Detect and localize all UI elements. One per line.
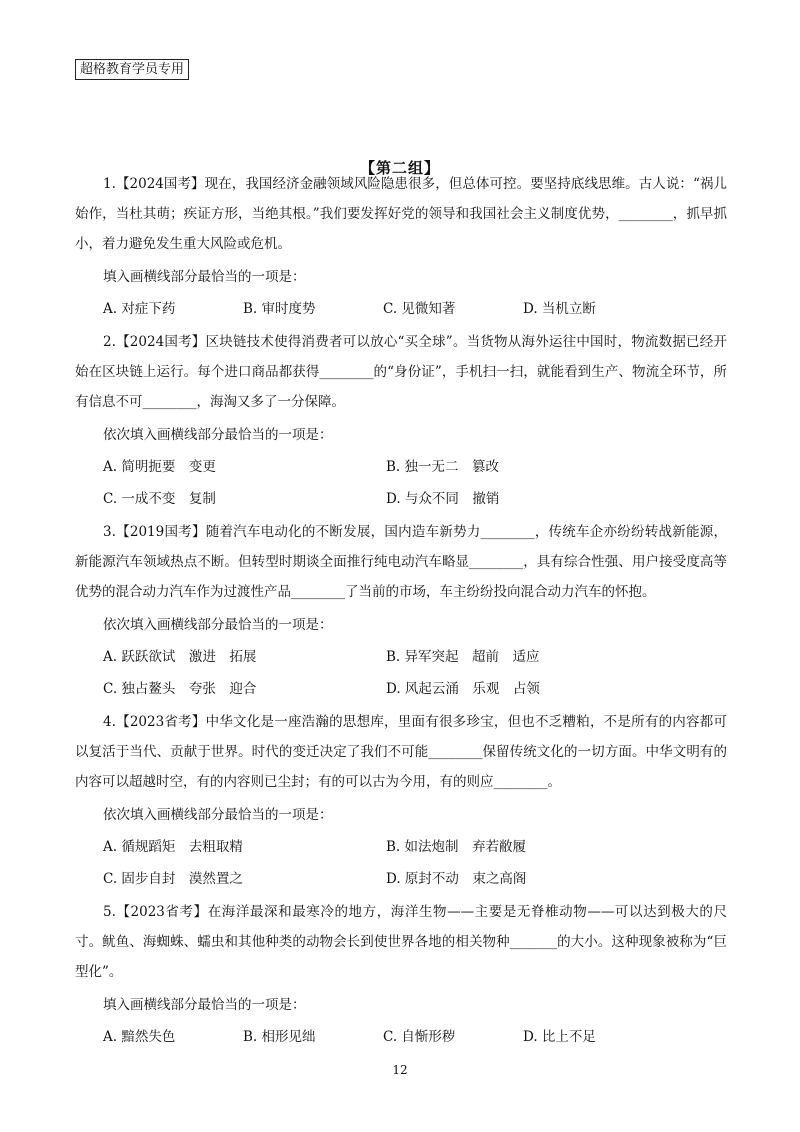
option-a[interactable]: A. 循规蹈矩 去粗取精 (103, 839, 243, 855)
question-stem: 1.【2024国考】现在，我国经济金融领域风险隐患很多，但总体可控。要坚持底线思维。古人说：“祸儿始作，当杜其萌；疾证方形，当绝其根。”我们要发挥好党的领导和我国社会主义制度优势，________，抓早抓小，着力避免发生重大风险或危机。 (75, 176, 727, 252)
question-prompt: 填入画横线部分最恰当的一项是： (103, 997, 306, 1013)
option-row (75, 641, 727, 673)
option-c[interactable]: C. 独占鳌头 夸张 迎合 (103, 681, 257, 697)
question-stem: 4.【2023省考】中华文化是一座浩瀚的思想库，里面有很多珍宝，但也不乏糟粕，不是所有的内容都可以复活于当代、贡献于世界。时代的变迁决定了我们不可能________保留传统文化的一切方面。中华文明有的内容可以超越时空，有的内容则已尘封；有的可以古为今用，有的则应________。 (75, 714, 727, 790)
option-d[interactable]: D. 当机立断 (523, 301, 596, 317)
option-d[interactable]: D. 风起云涌 乐观 占领 (386, 681, 540, 697)
option-row (75, 1021, 727, 1053)
option-d[interactable]: D. 比上不足 (523, 1029, 596, 1045)
option-row (75, 293, 727, 325)
header-label: 超格教育学员专用 (75, 59, 189, 80)
option-d[interactable]: D. 原封不动 束之高阁 (386, 871, 527, 887)
section-title: 【第二组】 (359, 159, 440, 177)
option-row (75, 863, 727, 895)
question-4 (75, 707, 727, 895)
question-3 (75, 517, 727, 705)
option-b[interactable]: B. 如法炮制 弃若敝履 (386, 839, 527, 855)
question-list (75, 167, 727, 1053)
question-2 (75, 327, 727, 515)
option-d[interactable]: D. 与众不同 撤销 (386, 491, 500, 507)
page-number: 12 (392, 1063, 408, 1077)
option-a[interactable]: A. 跃跃欲试 激进 拓展 (103, 649, 257, 665)
option-a[interactable]: A. 黯然失色 (103, 1029, 176, 1045)
option-b[interactable]: B. 审时度势 (243, 301, 316, 317)
option-c[interactable]: C. 见微知著 (383, 301, 456, 317)
option-c[interactable]: C. 一成不变 复制 (103, 491, 216, 507)
question-5 (75, 897, 727, 1053)
option-b[interactable]: B. 异军突起 超前 适应 (386, 649, 540, 665)
option-row (75, 451, 727, 483)
question-prompt: 依次填入画横线部分最恰当的一项是： (103, 807, 333, 823)
option-c[interactable]: C. 自惭形秽 (383, 1029, 456, 1045)
option-b[interactable]: B. 相形见绌 (243, 1029, 316, 1045)
option-a[interactable]: A. 简明扼要 变更 (103, 459, 216, 475)
option-row (75, 483, 727, 515)
question-prompt: 填入画横线部分最恰当的一项是： (103, 269, 306, 285)
option-c[interactable]: C. 固步自封 漠然置之 (103, 871, 243, 887)
option-row (75, 831, 727, 863)
question-prompt: 依次填入画横线部分最恰当的一项是： (103, 617, 333, 633)
option-row (75, 673, 727, 705)
question-prompt: 依次填入画横线部分最恰当的一项是： (103, 427, 333, 443)
question-stem: 2.【2024国考】区块链技术使得消费者可以放心“买全球”。当货物从海外运往中国时，物流数据已经开始在区块链上运行。每个进口商品都获得________的“身份证”，手机扫一扫，就能看到生产、物流全环节，所有信息不可________，海淘又多了一分保障。 (75, 334, 727, 410)
question-1 (75, 169, 727, 325)
question-stem: 3.【2019国考】随着汽车电动化的不断发展，国内造车新势力________，传统车企亦纷纷转战新能源，新能源汽车领域热点不断。但转型时期谈全面推行纯电动汽车略显________，具有综合性强、用户接受度高等优势的混合动力汽车作为过渡性产品________了当前的市场，车主纷纷投向混合动力汽车的怀抱。 (75, 524, 727, 600)
option-a[interactable]: A. 对症下药 (103, 301, 176, 317)
question-stem: 5.【2023省考】在海洋最深和最寒冷的地方，海洋生物——主要是无脊椎动物——可以达到极大的尺寸。鱿鱼、海蜘蛛、蠕虫和其他种类的动物会长到使世界各地的相关物种_______的大小。这种现象被称为“巨型化”。 (75, 904, 727, 980)
option-b[interactable]: B. 独一无二 篡改 (386, 459, 500, 475)
